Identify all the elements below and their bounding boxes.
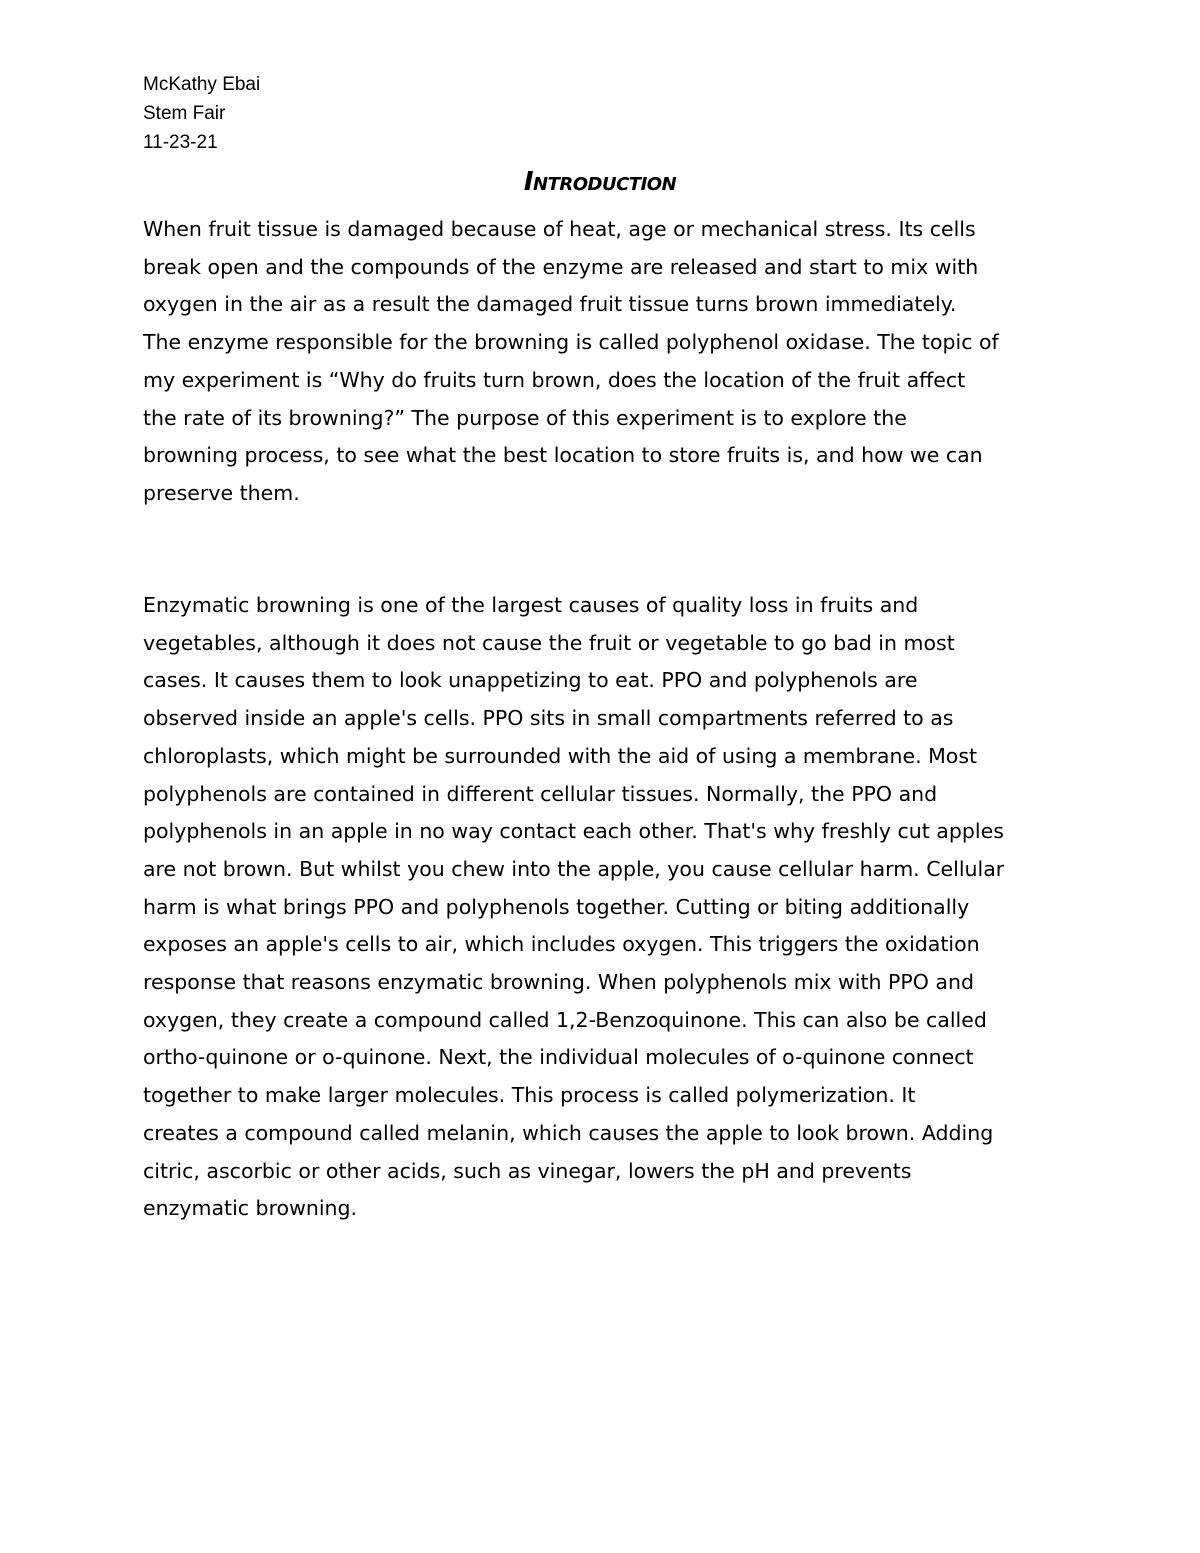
paragraph-line: polyphenols in an apple in no way contact each other. That's why freshly cut apples: [143, 819, 1004, 844]
paragraph-line: polyphenols are contained in different cellular tissues. Normally, the PPO and: [143, 781, 938, 806]
author-name: McKathy Ebai: [143, 74, 261, 95]
paragraph-line: The enzyme responsible for the browning is called polyphenol oxidase. The topic of: [143, 330, 999, 355]
paragraph-line: break open and the compounds of the enzyme are released and start to mix with: [143, 254, 979, 279]
paragraph-line: are not brown. But whilst you chew into the apple, you cause cellular harm. Cellular: [143, 856, 1005, 881]
paragraph-line: my experiment is “Why do fruits turn brown, does the location of the fruit affect: [143, 367, 966, 392]
paragraph-line: ortho-quinone or o-quinone. Next, the individual molecules of o-quinone connect: [143, 1045, 974, 1070]
paragraph-line: oxygen, they create a compound called 1,2-Benzoquinone. This can also be called: [143, 1007, 987, 1032]
paragraph-line: exposes an apple's cells to air, which includes oxygen. This triggers the oxidation: [143, 932, 980, 957]
paragraph-line: preserve them.: [143, 480, 300, 505]
document-date: 11-23-21: [143, 132, 218, 153]
paragraph-line: citric, ascorbic or other acids, such as vinegar, lowers the pH and prevents: [143, 1158, 912, 1183]
paragraph-line: together to make larger molecules. This process is called polymerization. It: [143, 1083, 916, 1108]
paragraph-line: harm is what brings PPO and polyphenols together. Cutting or biting additionally: [143, 894, 970, 919]
paragraph-line: When fruit tissue is damaged because of heat, age or mechanical stress. Its cells: [143, 217, 976, 241]
paragraph-line: the rate of its browning?” The purpose of this experiment is to explore the: [143, 405, 907, 430]
paragraph-line: response that reasons enzymatic browning. When polyphenols mix with PPO and: [143, 970, 974, 995]
document-header: [143, 70, 260, 157]
paragraph-1: [143, 211, 1058, 513]
paragraph-2: [143, 587, 1058, 1228]
paragraph-line: browning process, to see what the best location to store fruits is, and how we can: [143, 443, 983, 468]
paragraph-line: Enzymatic browning is one of the largest causes of quality loss in fruits and: [143, 593, 919, 617]
event-name: Stem Fair: [143, 103, 226, 124]
paragraph-line: creates a compound called melanin, which causes the apple to look brown. Adding: [143, 1120, 994, 1145]
paragraph-line: enzymatic browning.: [143, 1196, 358, 1221]
paragraph-line: vegetables, although it does not cause the fruit or vegetable to go bad in most: [143, 630, 955, 655]
page-title: Introduction: [523, 167, 677, 197]
paragraph-line: observed inside an apple's cells. PPO sits in small compartments referred to as: [143, 706, 954, 731]
paragraph-line: cases. It causes them to look unappetizing to eat. PPO and polyphenols are: [143, 668, 918, 693]
paragraph-line: chloroplasts, which might be surrounded with the aid of using a membrane. Most: [143, 743, 978, 768]
paragraph-line: oxygen in the air as a result the damaged fruit tissue turns brown immediately.: [143, 292, 957, 317]
